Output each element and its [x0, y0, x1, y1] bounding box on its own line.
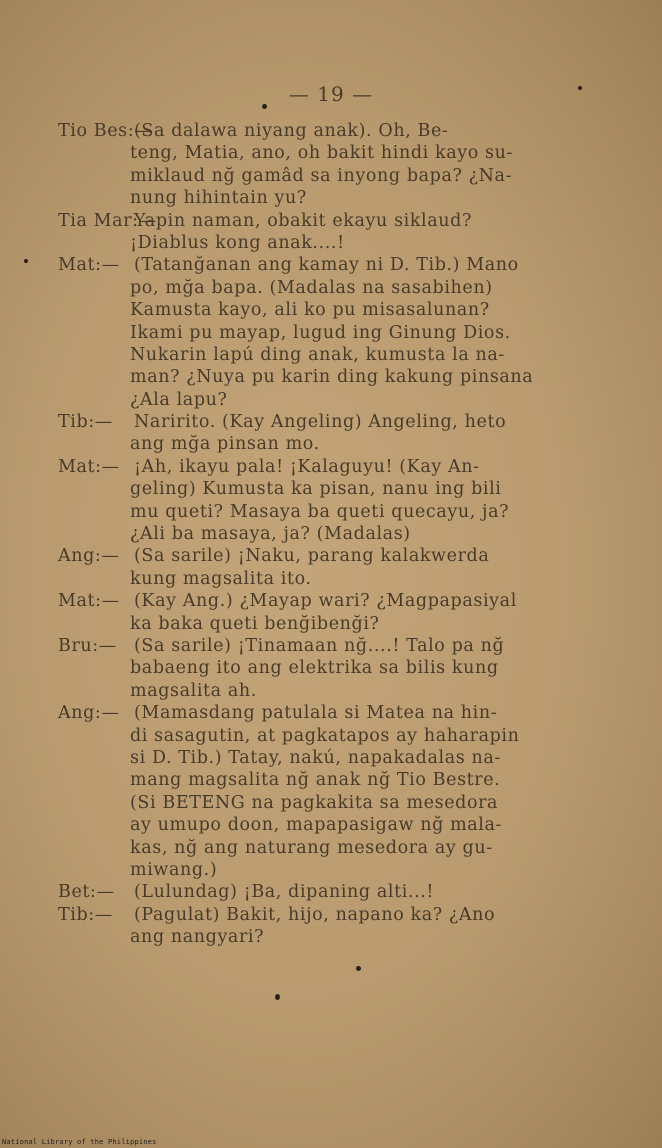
- speaker-label: Tio Bes:—: [58, 121, 153, 141]
- dialogue-line: [58, 501, 578, 523]
- dialogue-line: [58, 478, 578, 500]
- dialogue-line: [58, 545, 578, 567]
- ink-blemish: [24, 259, 28, 263]
- dialogue-line: [58, 657, 578, 679]
- speaker-label: Mat:—: [58, 255, 120, 276]
- line-text: (Lulundag) ¡Ba, dipaning alti...!: [134, 882, 435, 903]
- dialogue-line: [58, 411, 578, 433]
- line-text: geling) Kumusta ka pisan, nanu ing bili: [130, 479, 502, 500]
- speaker-label: Mat:—: [58, 591, 120, 612]
- dialogue-line: [58, 881, 578, 903]
- speaker-label: Tib:—: [58, 904, 113, 925]
- line-text: (Sa sarile) ¡Tinamaan nğ....! Talo pa nğ: [134, 635, 505, 656]
- dialogue-line: [58, 837, 578, 859]
- line-text: ¿Ali ba masaya, ja? (Madalas): [130, 524, 411, 545]
- line-text: miklaud nğ gamâd sa inyong bapa? ¿Na-: [130, 165, 513, 186]
- line-text: miwang.): [130, 859, 218, 880]
- line-text: ka baka queti benğibenği?: [130, 613, 380, 634]
- dialogue-line: [58, 859, 578, 881]
- dialogue-line: [58, 299, 578, 321]
- line-text: magsalita ah.: [130, 680, 257, 701]
- dialogue-line: [58, 702, 578, 724]
- dialogue-line: [58, 456, 578, 478]
- ink-blemish: [578, 86, 582, 90]
- dialogue-line: [58, 232, 578, 254]
- dialogue-line: [58, 523, 578, 545]
- line-text: Ikami pu mayap, lugud ing Ginung Dios.: [130, 322, 511, 343]
- line-text: ang mğa pinsan mo.: [130, 434, 320, 455]
- dialogue-line: [58, 792, 578, 814]
- line-text: ay umupo doon, mapapasigaw nğ mala-: [130, 815, 503, 836]
- dialogue-line: [58, 814, 578, 836]
- line-text: mang magsalita nğ anak nğ Tio Bestre.: [130, 770, 501, 791]
- dialogue-line: [58, 187, 578, 209]
- line-text: di sasagutin, at pagkatapos ay haharapin: [130, 725, 520, 746]
- dialogue-line: [58, 277, 578, 299]
- line-text: (Si BETENG na pagkakita sa mesedora: [130, 792, 499, 813]
- line-text: nung hihintain yu?: [130, 188, 307, 209]
- line-text: ¡Ah, ikayu pala! ¡Kalaguyu! (Kay An-: [134, 456, 480, 477]
- line-text: babaeng ito ang elektrika sa bilis kung: [130, 658, 499, 679]
- dialogue-line: [58, 725, 578, 747]
- speaker-label: Tia Mar:—: [58, 210, 157, 231]
- speaker-label: Ang:—: [58, 546, 120, 567]
- line-text: (Sa dalawa niyang anak). Oh, Be-: [134, 121, 449, 141]
- dialogue-line: [58, 344, 578, 366]
- line-text: Yapin naman, obakit ekayu siklaud?: [134, 210, 472, 231]
- dialogue-line: [58, 635, 578, 657]
- dialogue-line: [58, 322, 578, 344]
- dialogue-line: [58, 904, 578, 926]
- line-text: ¡Diablus kong anak....!: [130, 232, 345, 253]
- dialogue-line: [58, 680, 578, 702]
- speaker-label: Bru:—: [58, 635, 117, 656]
- ink-blemish: [275, 994, 280, 1000]
- line-text: si D. Tib.) Tatay, nakú, napakadalas na-: [130, 747, 501, 768]
- dialogue-line: [58, 747, 578, 769]
- dialogue-line: [58, 926, 578, 948]
- dialogue-line: [58, 210, 578, 232]
- line-text: man? ¿Nuya pu karin ding kakung pinsana: [130, 367, 534, 388]
- dialogue-line: [58, 165, 578, 187]
- speaker-label: Bet:—: [58, 882, 115, 903]
- line-text: kas, nğ ang naturang mesedora ay gu-: [130, 837, 493, 858]
- dialogue-line: [58, 142, 578, 164]
- line-text: (Pagulat) Bakit, hijo, napano ka? ¿Ano: [134, 904, 496, 925]
- dialogue-line: [58, 590, 578, 612]
- dialogue-line: [58, 613, 578, 635]
- line-text: Naririto. (Kay Angeling) Angeling, heto: [134, 412, 507, 433]
- line-text: kung magsalita ito.: [130, 568, 312, 589]
- line-text: ¿Ala lapu?: [130, 389, 228, 410]
- dialogue-line: [58, 254, 578, 276]
- ink-blemish: [356, 966, 361, 971]
- line-text: mu queti? Masaya ba queti quecayu, ja?: [130, 501, 510, 522]
- ink-blemish: [262, 104, 267, 109]
- speaker-label: Ang:—: [58, 703, 120, 724]
- speaker-label: Tib:—: [58, 412, 113, 433]
- dialogue-line: [58, 389, 578, 411]
- dialogue-line: [58, 433, 578, 455]
- line-text: ang nangyari?: [130, 927, 265, 948]
- dialogue-line: [58, 120, 578, 142]
- line-text: (Sa sarile) ¡Naku, parang kalakwerda: [134, 546, 490, 567]
- line-text: (Kay Ang.) ¿Mayap wari? ¿Magpapasiyal: [134, 591, 517, 612]
- line-text: po, mğa bapa. (Madalas na sasabihen): [130, 277, 493, 298]
- dialogue-line: [58, 568, 578, 590]
- line-text: Nukarin lapú ding anak, kumusta la na-: [130, 344, 505, 365]
- dialogue-line: [58, 366, 578, 388]
- speaker-label: Mat:—: [58, 456, 120, 477]
- page-number: — 19 —: [288, 82, 374, 106]
- line-text: (Mamasdang patulala si Matea na hin-: [134, 703, 498, 724]
- line-text: (Tatanğanan ang kamay ni D. Tib.) Mano: [134, 255, 519, 276]
- line-text: Kamusta kayo, ali ko pu misasalunan?: [130, 300, 490, 321]
- dialogue-text: [58, 120, 578, 948]
- dialogue-line: [58, 769, 578, 791]
- library-footer: National Library of the Philippines: [2, 1138, 157, 1146]
- line-text: teng, Matia, ano, oh bakit hindi kayo su-: [130, 143, 513, 164]
